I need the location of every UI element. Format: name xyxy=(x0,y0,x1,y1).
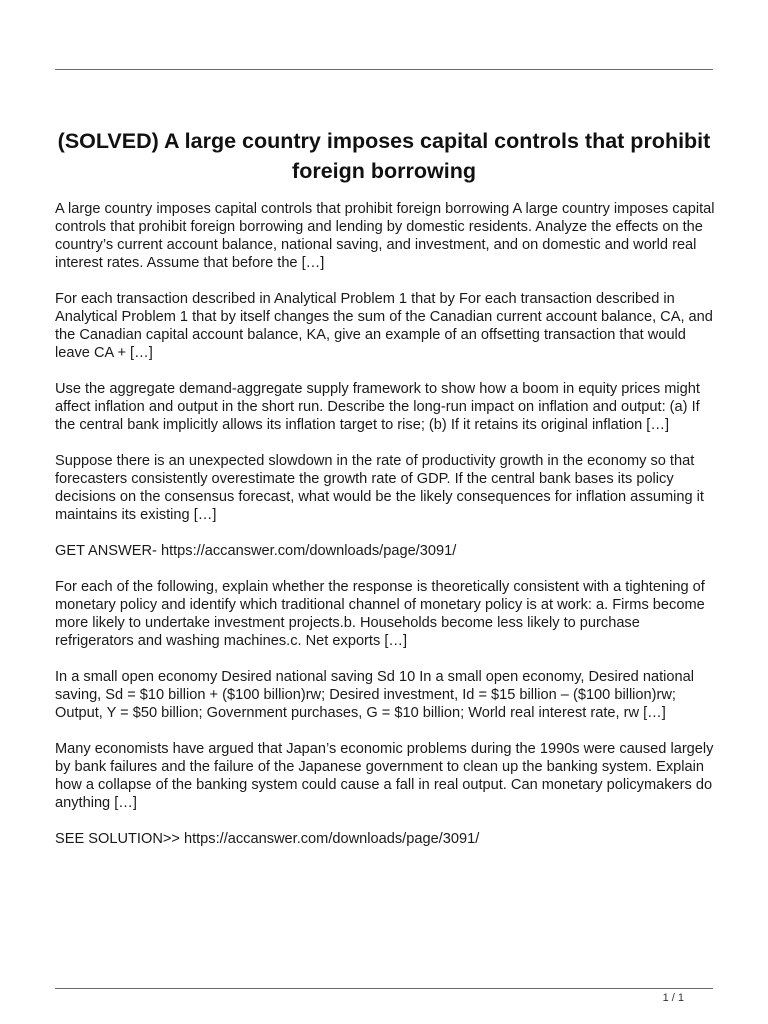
document-title: (SOLVED) A large country imposes capital controls that prohibit foreign borrowing xyxy=(57,129,711,183)
paragraph-monetary-tightening: For each of the following, explain whether the response is theoretically consistent with a tightening of monetary policy and identify which traditional channel of monetary policy is at work: a. Firms become more likely to undertake investment projects.b. Households become less likely to purchase refrigerators and washing machines.c. Net exports […] xyxy=(55,579,705,649)
page-number: 1 / 1 xyxy=(662,992,684,1004)
footer-rule xyxy=(55,988,713,989)
paragraph-small-open-economy: In a small open economy Desired national saving Sd 10 In a small open economy, Desired national saving, Sd = $10 billion + ($100 billion)rw; Desired investment, Id = $15 billion – ($100 billion)rw; Output, Y = $50 billion; Government purchases, G = $10 billion; World real interest rate, rw […] xyxy=(55,669,694,721)
paragraph-capital-controls: A large country imposes capital controls that prohibit foreign borrowing A large country imposes capital controls that prohibit foreign borrowing and lending by domestic residents. Analyze the effects on the country’s current account balance, national saving, and investment, and on domestic and world real interest rates. Assume that before the […] xyxy=(55,201,715,271)
paragraph-japan-banking: Many economists have argued that Japan’s economic problems during the 1990s were caused largely by bank failures and the failure of the Japanese government to clean up the banking system. Explain how a collapse of the banking system could cause a fall in real output. Can monetary policymakers do anything […] xyxy=(55,741,714,811)
paragraph-productivity-slowdown: Suppose there is an unexpected slowdown in the rate of productivity growth in the economy so that forecasters consistently overestimate the growth rate of GDP. If the central bank bases its policy decisions on the consensus forecast, what would be the likely consequences for inflation assuming it maintains its existing […] xyxy=(55,453,704,523)
paragraph-equity-boom: Use the aggregate demand-aggregate supply framework to show how a boom in equity prices might affect inflation and output in the short run. Describe the long-run impact on inflation and output: (a) If the central bank implicitly allows its inflation target to rise; (b) If it retains its original inflation […] xyxy=(55,381,700,433)
see-solution-link[interactable]: SEE SOLUTION>> https://accanswer.com/downloads/page/3091/ xyxy=(55,831,480,847)
document-body xyxy=(55,200,715,866)
get-answer-link[interactable]: GET ANSWER- https://accanswer.com/downloads/page/3091/ xyxy=(55,543,457,559)
header-rule xyxy=(55,69,713,70)
paragraph-canadian-account: For each transaction described in Analytical Problem 1 that by For each transaction described in Analytical Problem 1 that by itself changes the sum of the Canadian current account balance, CA, and the Canadian capital account balance, KA, give an example of an offsetting transaction that would leave CA + […] xyxy=(55,291,713,361)
